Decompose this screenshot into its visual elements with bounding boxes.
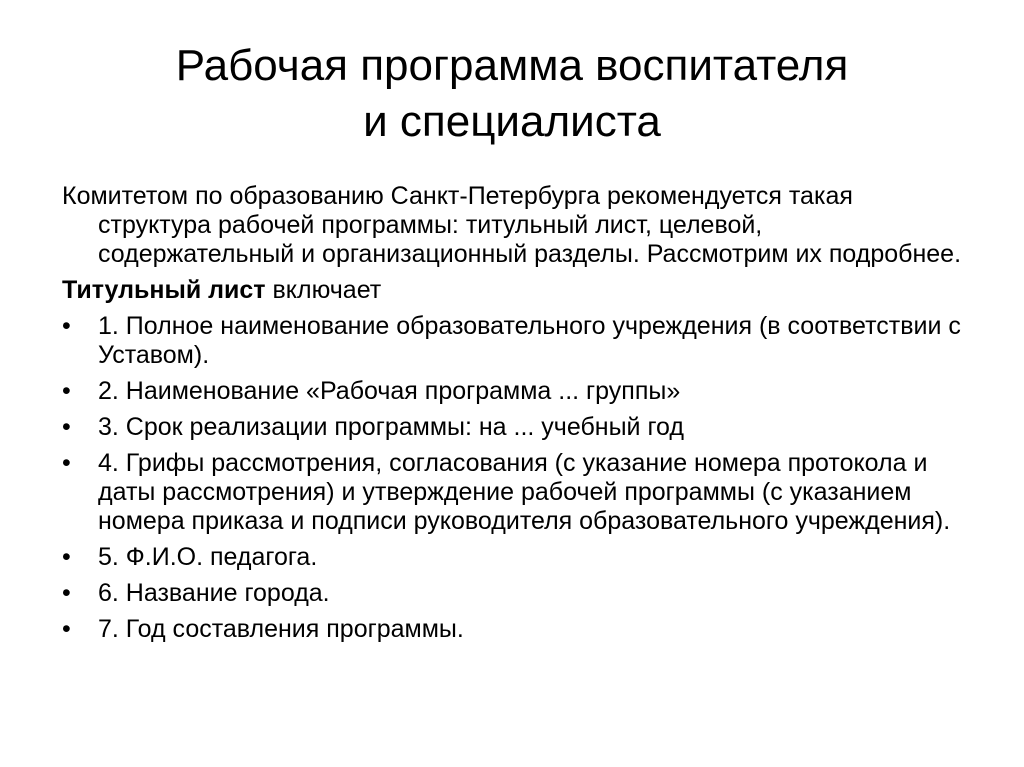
list-item [62, 413, 962, 442]
bullet-icon: • [62, 449, 71, 477]
list-item [62, 543, 962, 572]
bullet-icon: • [62, 543, 71, 571]
bullet-icon: • [62, 377, 71, 405]
list-item-text: 5. Ф.И.О. педагога. [98, 543, 318, 571]
section-heading [62, 276, 962, 305]
list-item-text: 4. Грифы рассмотрения, согласования (с указание номера протокола и даты рассмотрения) и утверждение рабочей программы (с указанием номера приказа и подписи руководителя образовательного учреждения). [98, 449, 951, 535]
slide-title-line-2: и специалиста [363, 97, 661, 146]
list-item [62, 615, 962, 644]
list-item-text: 7. Год составления программы. [98, 615, 464, 643]
slide-title-line-1: Рабочая программа воспитателя [175, 41, 849, 90]
section-heading-bold: Титульный лист [62, 276, 266, 304]
list-item [62, 377, 962, 406]
list-item [62, 579, 962, 608]
intro-paragraph: Комитетом по образованию Санкт-Петербурга рекомендуется такая структура рабочей программы: титульный лист, целевой, содержательный и организационный разделы. Рассмотрим их подробнее. [62, 182, 962, 268]
list-item [62, 312, 962, 370]
bullet-icon: • [62, 579, 71, 607]
bullet-icon: • [62, 413, 71, 441]
title-page-items-list [62, 312, 962, 644]
list-item [62, 449, 962, 536]
slide-title [40, 38, 984, 150]
list-item-text: 6. Название города. [98, 579, 330, 607]
bullet-icon: • [62, 615, 71, 643]
bullet-icon: • [62, 312, 71, 340]
list-item-text: 3. Срок реализации программы: на ... учебный год [98, 413, 684, 441]
list-item-text: 1. Полное наименование образовательного учреждения (в соответствии с Уставом). [98, 312, 961, 369]
list-item-text: 2. Наименование «Рабочая программа ... группы» [98, 377, 681, 405]
slide-body [62, 182, 962, 651]
section-heading-rest: включает [265, 276, 382, 304]
